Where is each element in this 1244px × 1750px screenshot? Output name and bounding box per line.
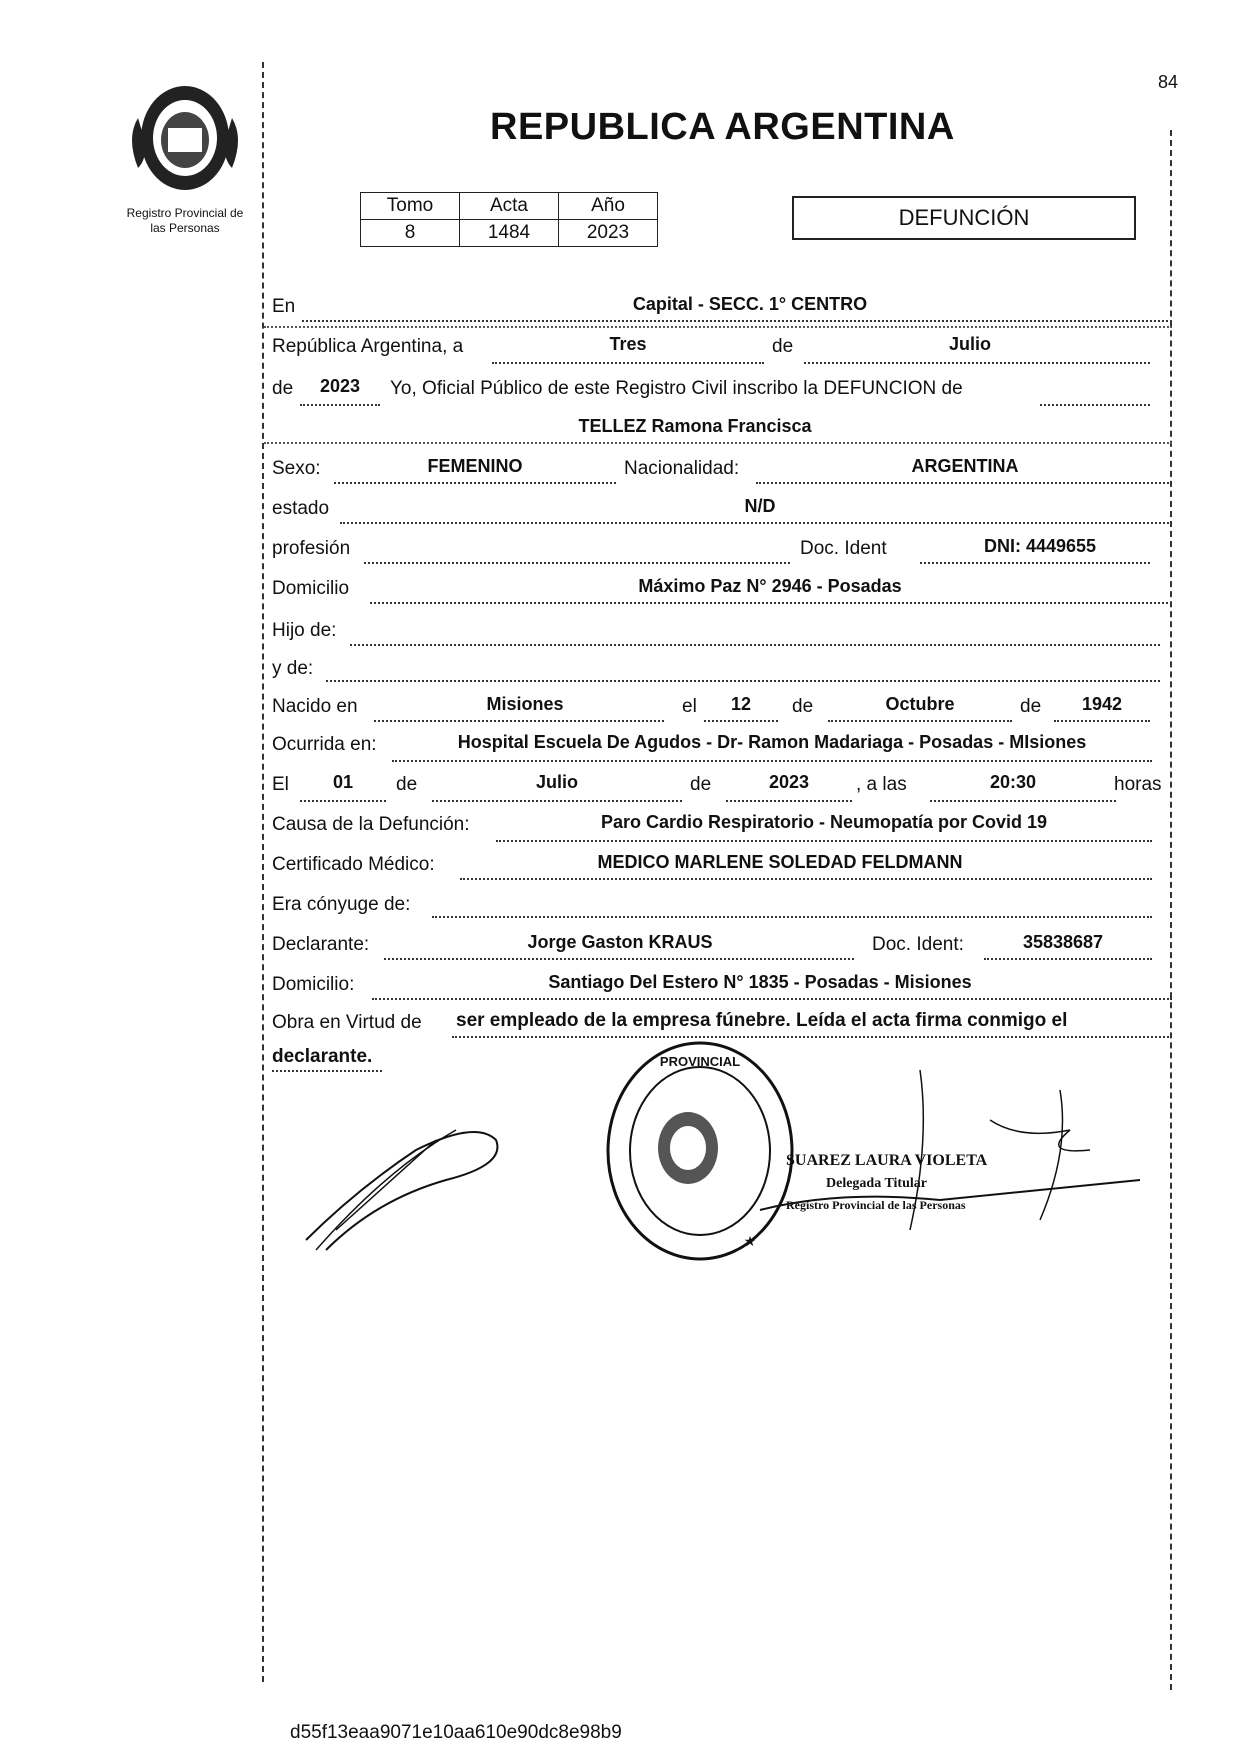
declarante-domicilio-dots [372,998,1172,1000]
declarante-doc: 35838687 [1022,932,1104,952]
day-value: Tres [609,334,647,354]
conyuge-dots [432,916,1152,918]
acta-value: 1484 [460,220,559,247]
right-margin-line [1170,130,1172,1690]
left-margin-line [262,62,264,1682]
death-month: Julio [535,772,578,792]
profesion-label: profesión [272,538,351,559]
death-year: 2023 [768,772,810,792]
en-dots [302,320,1172,322]
y-de-label: y de: [272,658,314,679]
record-type-box: DEFUNCIÓN [792,196,1136,240]
yo-dots [1040,404,1150,406]
nacido-label: Nacido en [272,696,358,717]
year-dots [300,404,380,406]
certificado-label: Certificado Médico: [272,854,435,875]
de-label-4: de [1020,696,1042,717]
document-hash: d55f13eaa9071e10aa610e90dc8e98b9 [290,1722,622,1743]
de-label: de [772,336,794,357]
doc-dots [920,562,1150,564]
y-de-dots [326,680,1160,682]
causa-value: Paro Cardio Respiratorio - Neumopatía por Covid 19 [600,812,1048,832]
registry-header-row [361,193,658,220]
birth-day: 12 [730,694,752,714]
tail-dots [272,1070,382,1072]
republica-label: República Argentina, a [272,336,464,357]
sexo-value: FEMENINO [427,456,523,476]
declarante-doc-dots [984,958,1152,960]
horas-label: horas [1114,774,1162,795]
anio-value: 2023 [559,220,658,247]
tomo-value: 8 [361,220,460,247]
misiones-logo [118,78,252,198]
birth-day-dots [704,720,778,722]
divider [264,326,1172,328]
year-value: 2023 [319,376,361,396]
birth-year: 1942 [1081,694,1123,714]
svg-text:PROVINCIAL: PROVINCIAL [659,1054,741,1069]
org-line2: las Personas [150,221,220,235]
doc-label-2: Doc. Ident: [872,934,964,955]
declarante-tail: declarante. [272,1046,373,1067]
causa-label: Causa de la Defunción: [272,814,470,835]
domicilio-dots [370,602,1172,604]
de-label-5: de [396,774,418,795]
declarante-domicilio: Santiago Del Estero N° 1835 - Posadas - Misiones [548,972,972,992]
officer-name: SUAREZ LAURA VIOLETA [786,1152,988,1169]
certificado-value: MEDICO MARLENE SOLEDAD FELDMANN [597,852,963,872]
officer-org: Registro Provincial de las Personas [786,1198,966,1212]
estado-dots [340,522,1172,524]
domicilio-label: Domicilio [272,578,350,599]
obra-value: ser empleado de la empresa fúnebre. Leída el acta firma conmigo el [456,1010,1068,1031]
domicilio-label-2: Domicilio: [272,974,355,995]
page-number: 84 [1157,72,1178,92]
declarante-label: Declarante: [272,934,370,955]
ocurrida-label: Ocurrida en: [272,734,377,755]
el-label-2: El [272,774,289,795]
nacionalidad-dots [756,482,1172,484]
el-label: el [682,696,697,717]
sexo-label: Sexo: [272,458,321,479]
acta-header: Acta [460,193,559,220]
nacionalidad-value: ARGENTINA [911,456,1019,476]
tomo-header: Tomo [361,193,460,220]
ocurrida-dots [392,760,1152,762]
de-label-6: de [690,774,712,795]
causa-dots [496,840,1152,842]
death-time: 20:30 [989,772,1037,792]
doc-label: Doc. Ident [800,538,887,559]
alas-label: , a las [856,774,907,795]
svg-text:★: ★ [743,1233,757,1249]
obra-label: Obra en Virtud de [272,1012,422,1033]
obra-dots [452,1036,1172,1038]
divider [264,442,1172,444]
death-month-dots [432,800,682,802]
hijo-dots [350,644,1160,646]
de-label-3: de [792,696,814,717]
en-label: En [272,296,296,317]
deceased-name: TELLEZ Ramona Francisca [578,416,812,436]
doc-value: DNI: 4449655 [983,536,1097,556]
anio-header: Año [559,193,658,220]
de-label-2: de [272,378,294,399]
conyuge-label: Era cónyuge de: [272,894,411,915]
org-line1: Registro Provincial de [126,206,244,220]
registry-value-row [361,220,658,247]
declarant-signature [296,1110,516,1260]
estado-value: N/D [744,496,776,516]
birth-month: Octubre [885,694,955,714]
nacido-value: Misiones [486,694,564,714]
nacionalidad-label: Nacionalidad: [624,458,740,479]
death-year-dots [726,800,852,802]
month-value: Julio [948,334,991,354]
declarante-dots [384,958,854,960]
country-title: REPUBLICA ARGENTINA [490,106,955,148]
nacido-dots [374,720,664,722]
sexo-dots [334,482,616,484]
registry-table [360,192,658,247]
month-dots [804,362,1150,364]
domicilio-value: Máximo Paz N° 2946 - Posadas [638,576,902,596]
death-time-dots [930,800,1116,802]
death-day-dots [300,800,386,802]
birth-month-dots [828,720,1012,722]
org-name [96,206,274,236]
declarante-value: Jorge Gaston KRAUS [527,932,713,952]
profesion-dots [364,562,790,564]
officer-role: Delegada Titular [826,1176,927,1191]
certificado-dots [460,878,1152,880]
birth-year-dots [1054,720,1150,722]
hijo-label: Hijo de: [272,620,337,641]
estado-label: estado [272,498,330,519]
yo-text: Yo, Oficial Público de este Registro Civil inscribo la DEFUNCION de [390,378,963,399]
ocurrida-value: Hospital Escuela De Agudos - Dr- Ramon Madariaga - Posadas - MIsiones [457,732,1087,752]
death-day: 01 [332,772,354,792]
day-dots [492,362,764,364]
en-value: Capital - SECC. 1° CENTRO [632,294,868,314]
